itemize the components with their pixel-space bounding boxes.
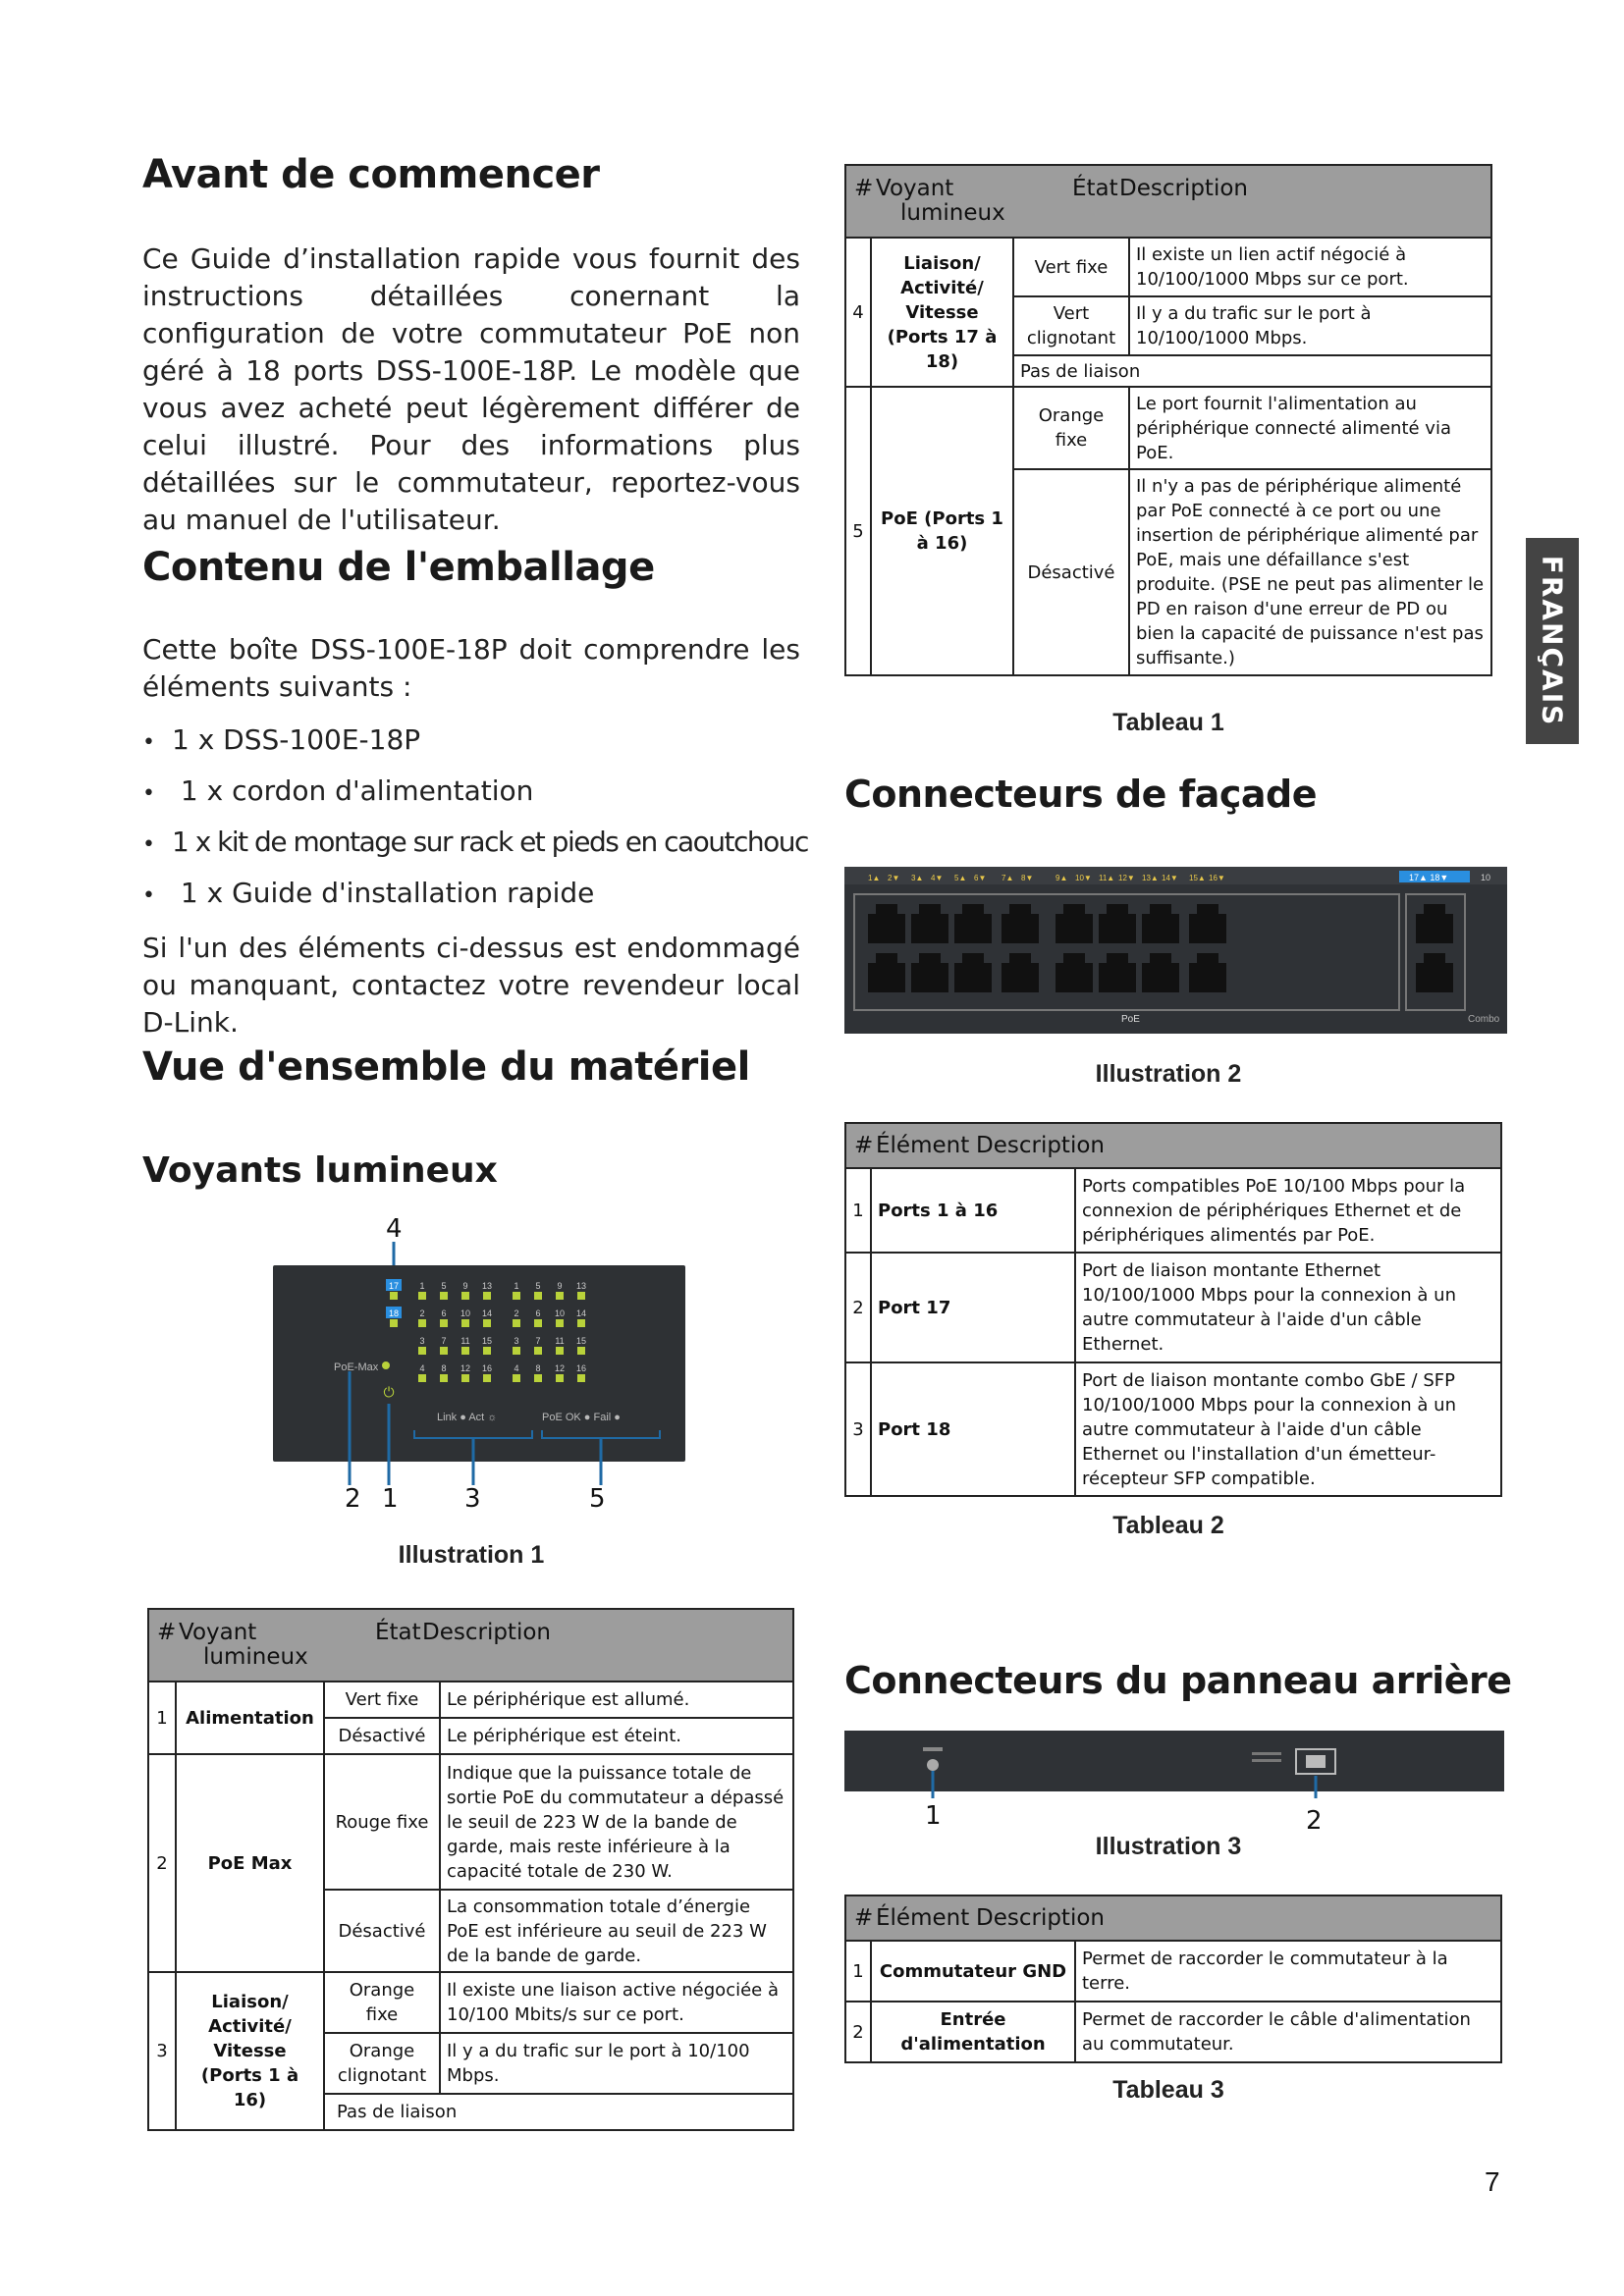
table-voyants-1: # Voyant lumineux État Description 1 Alimentation Vert fixe Le périphérique est allumé. Désactivé Le périphérique est éteint. 2 PoE Max Rouge fixe Indique que la puissance totale de sortie PoE du commutateur a dépassé le seuil de 223 W de la bande de garde, mais reste inférieure à la capacité totale de 230 W. Désactivé La consommation totale d’énergie PoE est inférieure au seuil de 223 W de la bande de garde. 3 Liaison/ Activité/ Vitesse (Ports 1 à 16) Orange fixe Il existe une liaison active négociée à 10/100 Mbits/s sur ce port. Orange clignotant Il y a du trafic sur le port à 10/100 Mbps. Pas de liaison: [147, 1608, 794, 2131]
port-label: 9▲: [1056, 874, 1068, 882]
table-rear-connectors: # Élément Description 1 Commutateur GND Permet de raccorder le commutateur à la terre. 2 Entrée d'alimentation Permet de raccorder le câble d'alimentation au commutateur.: [844, 1895, 1502, 2063]
led-indicator: [440, 1319, 448, 1327]
callout-5: 5: [589, 1484, 606, 1514]
led-indicator: [577, 1374, 585, 1382]
led-indicator: [440, 1292, 448, 1300]
led-number: 16: [481, 1363, 493, 1373]
port-label: 4▼: [931, 874, 944, 882]
led-indicator: [483, 1374, 491, 1382]
led-indicator: [418, 1319, 426, 1327]
heading-avant: Avant de commencer: [142, 152, 600, 197]
port-label: 8▼: [1021, 874, 1034, 882]
led-indicator: [513, 1292, 520, 1300]
illustration-3-caption: Illustration 3: [1095, 1833, 1242, 1860]
port-label: 1▲: [868, 874, 881, 882]
poe-label: PoE: [1121, 1014, 1140, 1025]
port-label: 3▲: [911, 874, 924, 882]
callout-1: 1: [382, 1484, 399, 1514]
led-indicator: [483, 1292, 491, 1300]
led-number: 12: [460, 1363, 471, 1373]
led-number: 3: [514, 1336, 519, 1346]
led-indicator: [556, 1347, 564, 1355]
list-item: • 1 x kit de montage sur rack et pieds en caoutchouc: [142, 824, 808, 875]
port-label: 14▼: [1162, 874, 1178, 882]
legend-poe: PoE OK ● Fail ●: [542, 1412, 621, 1423]
led-indicator: [534, 1374, 542, 1382]
port-label: 10▼: [1075, 874, 1092, 882]
led-indicator: [483, 1347, 491, 1355]
led-indicator: [440, 1374, 448, 1382]
callout-4: 4: [386, 1214, 403, 1244]
port-label: 2▼: [888, 874, 900, 882]
led-number: 3: [419, 1336, 425, 1346]
table-header: # Voyant lumineux État Description: [148, 1609, 793, 1682]
led-number: 12: [554, 1363, 566, 1373]
led-number: 7: [441, 1336, 447, 1346]
port-label: 12▼: [1118, 874, 1135, 882]
led-indicator: [534, 1292, 542, 1300]
led-number: 14: [481, 1308, 493, 1318]
port-label: 5▲: [954, 874, 967, 882]
led-number: 15: [575, 1336, 587, 1346]
heading-contenu: Contenu de l'emballage: [142, 545, 655, 590]
led-number: 6: [441, 1308, 447, 1318]
callout-2: 2: [345, 1484, 361, 1514]
table-voyants-2: # Voyant lumineux État Description 4 Liaison/ Activité/ Vitesse (Ports 17 à 18) Vert fixe Il existe un lien actif négocié à 10/100/1000 Mbps sur ce port. Vert clignotant Il y a du trafic sur le port à 10/100/1000 Mbps. Pas de liaison 5 PoE (Ports 1 à 16) Orange fixe Le port fournit l'alimentation au périphérique connecté alimenté via PoE. Désactivé Il n'y a pas de périphérique alimenté par PoE connecté à ce port ou une insertion de périphérique alimenté par PoE, mais une défaillance s'est produite. (PSE ne peut pas alimenter le PD en raison d'une erreur de PD ou bien la capacité de puissance n'est pas suffisante.): [844, 164, 1492, 676]
legend-link-act: Link ● Act ☼: [437, 1412, 498, 1423]
led-number: 1: [419, 1281, 425, 1291]
heading-facade: Connecteurs de façade: [844, 773, 1317, 816]
port-label: 16▼: [1209, 874, 1225, 882]
led-indicator: [418, 1374, 426, 1382]
table-header: # Élément Description: [845, 1123, 1501, 1168]
led-number: 4: [419, 1363, 425, 1373]
intro-paragraph: Ce Guide d’installation rapide vous fournit des instructions détaillées conernant la configuration de votre commutateur PoE non géré à 18 ports DSS-100E-18P. Le modèle que vous avez acheté peut légèrement différer de celui illustré. Pour des informations plus détaillées sur le commutateur, reportez-vous au manuel de l'utilisateur.: [142, 242, 800, 536]
table-3-caption: Tableau 3: [1112, 2076, 1224, 2104]
led-number: 9: [462, 1281, 468, 1291]
rear-callout-2: 2: [1306, 1806, 1323, 1836]
led-indicator: [556, 1292, 564, 1300]
led-number: 8: [535, 1363, 541, 1373]
heading-vue: Vue d'ensemble du matériel: [142, 1044, 750, 1090]
contents-list: [142, 721, 808, 926]
port-label: 15▲: [1189, 874, 1206, 882]
front-panel-illustration: [844, 867, 1507, 1034]
language-tab: FRANÇAIS: [1526, 538, 1579, 744]
heading-arriere: Connecteurs du panneau arrière: [844, 1659, 1512, 1702]
led-indicator: [483, 1319, 491, 1327]
list-item: • 1 x DSS-100E-18P: [142, 721, 808, 773]
illustration-1-caption: Illustration 1: [398, 1541, 545, 1569]
led-indicator: [577, 1347, 585, 1355]
led-panel-illustration: [265, 1242, 697, 1517]
port-label: 13▲: [1142, 874, 1159, 882]
edge-label: 10: [1481, 873, 1491, 882]
led-number: 5: [441, 1281, 447, 1291]
svg-text:⏻: ⏻: [383, 1384, 395, 1400]
led-number: 2: [514, 1308, 519, 1318]
combo-label: Combo: [1468, 1014, 1500, 1025]
led-indicator: [513, 1347, 520, 1355]
table-header: # Élément Description: [845, 1896, 1501, 1941]
led-number: 13: [575, 1281, 587, 1291]
led-number: 2: [419, 1308, 425, 1318]
table-2-caption: Tableau 2: [1112, 1512, 1224, 1539]
led-indicator: [534, 1347, 542, 1355]
port-label: 7▲: [1001, 874, 1014, 882]
led-indicator: [461, 1319, 469, 1327]
led-indicator: [577, 1292, 585, 1300]
rear-panel-illustration: [844, 1728, 1507, 1836]
led-number: 7: [535, 1336, 541, 1346]
led-number: 9: [557, 1281, 563, 1291]
led-indicator: [461, 1347, 469, 1355]
led-indicator: [418, 1292, 426, 1300]
callout-3: 3: [464, 1484, 481, 1514]
led-number: 4: [514, 1363, 519, 1373]
table-1-caption: Tableau 1: [1112, 709, 1224, 736]
led-number: 1: [514, 1281, 519, 1291]
led-indicator: [461, 1292, 469, 1300]
led-indicator: [534, 1319, 542, 1327]
led-indicator: [390, 1292, 398, 1300]
led-indicator: [513, 1319, 520, 1327]
table-header: # Voyant lumineux État Description: [845, 165, 1491, 238]
rear-callout-1: 1: [925, 1801, 942, 1831]
led-number: 14: [575, 1308, 587, 1318]
led-indicator: [556, 1319, 564, 1327]
list-item: • 1 x Guide d'installation rapide: [142, 875, 808, 926]
led-number: 10: [554, 1308, 566, 1318]
led-number: 17: [388, 1281, 400, 1291]
port-label: 6▼: [974, 874, 987, 882]
table-front-connectors: # Élément Description 1 Ports 1 à 16 Ports compatibles PoE 10/100 Mbps pour la connexion de périphériques Ethernet et de périphériques alimentés par PoE. 2 Port 17 Port de liaison montante Ethernet 10/100/1000 Mbps pour la connexion à un autre commutateur à l'aide d'un câble Ethernet. 3 Port 18 Port de liaison montante combo GbE / SFP 10/100/1000 Mbps pour la connexion à un autre commutateur à l'aide d'un câble Ethernet ou l'installation d'un émetteur-récepteur SFP compatible.: [844, 1122, 1502, 1497]
led-indicator: [390, 1319, 398, 1327]
sfp-labels: 17▲ 18▼: [1409, 873, 1449, 882]
led-number: 8: [441, 1363, 447, 1373]
led-indicator: [461, 1374, 469, 1382]
poemax-label: PoE-Max: [334, 1362, 379, 1373]
heading-voyants: Voyants lumineux: [142, 1150, 498, 1191]
contents-outro: Si l'un des éléments ci-dessus est endommagé ou manquant, contactez votre revendeur local D-Link.: [142, 932, 800, 1039]
ground-screw-icon: [927, 1759, 939, 1771]
contents-intro: Cette boîte DSS-100E-18P doit comprendre les éléments suivants :: [142, 633, 800, 703]
led-indicator: [440, 1347, 448, 1355]
led-number: 11: [555, 1336, 565, 1346]
led-number: 11: [460, 1336, 470, 1346]
led-indicator: [513, 1374, 520, 1382]
list-item: • 1 x cordon d'alimentation: [142, 773, 808, 824]
port-label: 11▲: [1099, 874, 1115, 882]
led-number: 16: [575, 1363, 587, 1373]
led-indicator: [418, 1347, 426, 1355]
led-indicator: [577, 1319, 585, 1327]
led-indicator: [556, 1374, 564, 1382]
page-number: 7: [1485, 2166, 1500, 2197]
led-number: 13: [481, 1281, 493, 1291]
led-number: 5: [535, 1281, 541, 1291]
led-number: 6: [535, 1308, 541, 1318]
led-number: 15: [481, 1336, 493, 1346]
illustration-2-caption: Illustration 2: [1095, 1060, 1242, 1088]
led-number: 18: [388, 1308, 400, 1318]
led-number: 10: [460, 1308, 471, 1318]
